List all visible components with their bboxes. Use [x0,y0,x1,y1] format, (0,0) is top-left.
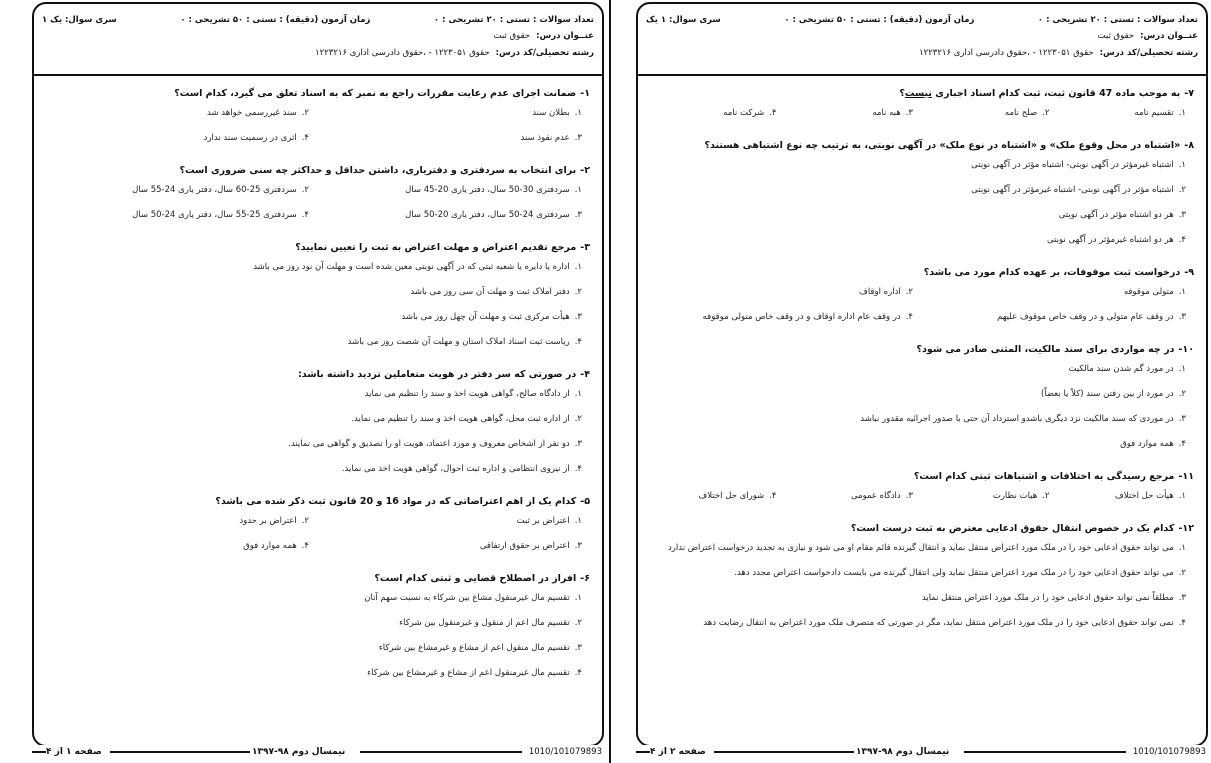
option-number: ۳. [574,541,582,551]
answer-option[interactable] [44,412,590,426]
option-text: همه موارد فوق [1120,439,1174,449]
answer-option[interactable] [648,106,785,120]
page-footer [32,745,604,759]
answer-option[interactable] [317,514,590,528]
semester-label: نیمسال دوم ۹۸-۱۳۹۷ [252,747,346,757]
option-number: ۴. [905,312,913,322]
question-stem: «اشتباه در محل وقوع ملک» و «اشتباه در نوع ملک» در آگهی نوبتی، به ترتیب چه نوع اشتباهی هستند؟ [704,140,1181,151]
option-number: ۲. [1178,568,1186,578]
page-number: صفحه ۱ از ۴ [46,747,102,757]
option-text: سند غیررسمی خواهد شد [207,108,297,118]
answer-options [648,362,1194,462]
answer-option[interactable] [648,566,1194,580]
answer-option[interactable] [648,489,785,503]
option-number: ۴. [1178,439,1186,449]
option-text: سردفتری 25-60 سال، دفتر یاری 24-55 سال [132,185,297,195]
question-item [44,240,590,360]
option-text: تقسیم مال منقول اعم از مشاع و غیرمشاع بین شرکاء [378,643,570,653]
option-text: سردفتری 25-55 سال، دفتر یاری 24-50 سال [132,210,297,220]
answer-options [44,514,590,564]
option-text: در مورد گم شدن سند مالکیت [1068,364,1174,374]
option-text: از اداره ثبت محل، گواهی هویت اخذ و سند را تنظیم می نماید. [351,414,570,424]
page-footer [636,745,1208,759]
option-text: اشتباه مؤثر در آگهی نوبتی- اشتباه غیرمؤثر در آگهی نوبتی [971,185,1174,195]
option-number: ۱. [1178,108,1186,118]
answer-option[interactable] [317,131,590,145]
question-text [648,469,1194,484]
question-item [648,521,1194,641]
answer-option[interactable] [317,106,590,120]
field-label: رشته تحصیلی/کد درس: [495,48,594,58]
option-number: ۲. [574,414,582,424]
course-value: حقوق ثبت [493,31,531,41]
option-text: تقسیم مال غیرمنقول اعم از مشاع و غیرمشاع بین شرکاء [367,668,570,678]
option-text: هیات نظارت [992,491,1038,501]
answer-option[interactable] [44,285,590,299]
option-number: ۱. [1178,287,1186,297]
question-text [44,367,590,382]
answer-option[interactable] [44,462,590,476]
option-text: از نیروی انتظامی و اداره ثبت احوال، گواهی هویت اخذ می نماید. [341,464,570,474]
answer-option[interactable] [921,285,1194,299]
option-text: تقسیم مال اعم از منقول و غیرمنقول بین شرکاء [399,618,570,628]
question-item [648,86,1194,131]
course-label: عنــوان درس: [1140,31,1198,41]
option-text: سردفتری 24-50 سال، دفتر یاری 20-50 سال [405,210,570,220]
option-text: اعتراض بر حقوق ارتفاقی [479,541,570,551]
answer-options [44,591,590,691]
field-value: حقوق ۱۲۲۳۰۵۱ - ،حقوق دادرسی اداری ۱۲۲۳۲۱۶ [315,48,490,58]
question-stem: به موجب ماده 47 قانون ثبت، ثبت کدام اسناد اجباری [932,88,1181,99]
option-number: ۴. [301,133,309,143]
question-number: ۹- [1184,267,1194,278]
option-text: متولی موقوفه [1123,287,1174,297]
question-count: تعداد سوالات : تستی : ۲۰ تشریحی : ۰ [1037,15,1198,25]
question-emphasis: نیست [904,88,932,99]
option-text: اعتراض بر ثبت [516,516,570,526]
option-number: ۲. [301,108,309,118]
answer-option[interactable] [648,233,1194,247]
option-number: ۳. [1178,414,1186,424]
answer-option[interactable] [648,208,1194,222]
question-text [44,494,590,509]
answer-option[interactable] [44,616,590,630]
answer-options [44,183,590,233]
question-item [648,469,1194,514]
question-item [44,367,590,487]
option-number: ۱. [1178,491,1186,501]
answer-option[interactable] [785,106,922,120]
option-text: هبه نامه [872,108,901,118]
answer-options [648,106,1194,131]
option-text: دو نفر از اشخاص معروف و مورد اعتماد، هویت او را تصدیق و گواهی می نمایند. [288,439,570,449]
question-stem: برای انتخاب به سردفتری و دفتریاری، داشتن حداقل و حداکثر چه سنی ضروری است؟ [179,165,577,176]
answer-option[interactable] [44,131,317,145]
answer-option[interactable] [648,412,1194,426]
option-number: ۱. [1178,543,1186,553]
option-number: ۳. [574,210,582,220]
answer-options [648,158,1194,258]
answer-options [44,106,590,156]
option-number: ۴. [769,108,777,118]
course-value: حقوق ثبت [1097,31,1135,41]
question-item [648,138,1194,258]
answer-options [648,489,1194,514]
option-number: ۴. [769,491,777,501]
option-text: ریاست ثبت اسناد املاک استان و مهلت آن شصت روز می باشد [347,337,570,347]
question-number: ۶- [580,573,590,584]
question-stem: مرجع رسیدگی به اختلافات و اشتباهات ثبتی کدام است؟ [913,471,1175,482]
exam-header [646,12,1198,72]
option-number: ۴. [574,464,582,474]
option-number: ۳. [574,439,582,449]
option-text: همه موارد فوق [243,541,297,551]
option-text: تقسیم مال غیرمنقول مشاع بین شرکاء به نسبت سهم آنان [364,593,570,603]
option-text: هیأت حل اختلاف [1114,491,1174,501]
page-number: صفحه ۲ از ۴ [650,747,706,757]
exam-code: 1010/101079893 [1132,747,1206,757]
question-stem: در چه مواردی برای سند مالکیت، المثنی صادر می شود؟ [916,344,1175,355]
option-number: ۱. [574,516,582,526]
question-stem: افراز در اصطلاح قضایی و ثبتی کدام است؟ [374,573,577,584]
question-stem: درخواست ثبت موقوفات، بر عهده کدام مورد می باشد؟ [923,267,1181,278]
option-number: ۴. [574,337,582,347]
answer-option[interactable] [44,106,317,120]
footer-rule [32,751,46,753]
field-label: رشته تحصیلی/کد درس: [1099,48,1198,58]
answer-option[interactable] [44,514,317,528]
option-number: ۱. [1178,364,1186,374]
question-stem: ضمانت اجرای عدم رعایت مقررات راجع به نمبر که به اسناد تعلق می گیرد، کدام است؟ [174,88,577,99]
answer-option[interactable] [921,489,1058,503]
semester-label: نیمسال دوم ۹۸-۱۳۹۷ [856,747,950,757]
option-number: ۲. [574,618,582,628]
question-number: ۵- [580,496,590,507]
answer-option[interactable] [648,387,1194,401]
option-text: اشتباه غیرمؤثر در آگهی نوبتی- اشتباه مؤثر در آگهی نوبتی [971,160,1174,170]
option-number: ۲. [1042,491,1050,501]
option-text: شرکت نامه [723,108,765,118]
answer-options [44,387,590,487]
answer-option[interactable] [648,183,1194,197]
option-number: ۴. [574,668,582,678]
option-number: ۳. [574,312,582,322]
answer-option[interactable] [648,541,1194,555]
exam-header [42,12,594,72]
option-text: هر دو اشتباه مؤثر در آگهی نوبتی [1058,210,1174,220]
question-count: تعداد سوالات : تستی : ۲۰ تشریحی : ۰ [433,15,594,25]
field-value: حقوق ۱۲۲۳۰۵۱ - ،حقوق دادرسی اداری ۱۲۲۳۲۱۶ [919,48,1094,58]
answer-option[interactable] [1058,106,1195,120]
question-number: ۸- [1184,140,1194,151]
option-number: ۳. [1178,593,1186,603]
option-text: اداره اوقاف [859,287,901,297]
option-number: ۱. [574,389,582,399]
answer-option[interactable] [648,616,1194,630]
answer-option[interactable] [921,106,1058,120]
option-text: مطلقاً نمی تواند حقوق ادعایی خود را در ملک مورد اعتراض منتقل نماید [921,593,1174,603]
question-text [648,342,1194,357]
question-list [648,86,1194,648]
option-text: در موردی که سند مالکیت نزد دیگری باشدو استرداد آن حتی با صدور اجرائیه مقدور نباشد [860,414,1174,424]
footer-rule [964,751,1126,753]
question-stem: کدام یک از اهم اعتراضاتی که در مواد 16 و 20 قانون ثبت ذکر شده می باشد؟ [215,496,577,507]
answer-option[interactable] [785,489,922,503]
option-number: ۲. [1178,389,1186,399]
option-number: ۴. [1178,618,1186,628]
question-text [44,240,590,255]
question-item [44,86,590,156]
question-number: ۱۰- [1178,344,1194,355]
header-divider [32,74,604,76]
option-number: ۴. [301,210,309,220]
answer-option[interactable] [648,362,1194,376]
answer-option[interactable] [648,437,1194,451]
option-number: ۱. [574,185,582,195]
option-number: ۳. [1178,312,1186,322]
option-text: دفتر املاک ثبت و مهلت آن سی روز می باشد [410,287,570,297]
answer-option[interactable] [44,310,590,324]
option-text: اداره یا دایره یا شعبه ثبتی که در آگهی نوبتی معین شده است و مهلت آن نود روز می باشد [253,262,570,272]
footer-rule [360,751,522,753]
option-text: دادگاه عمومی [850,491,901,501]
exam-page-2 [636,0,1208,763]
option-text: صلح نامه [1004,108,1038,118]
question-text [648,86,1194,101]
option-text: می تواند حقوق ادعایی خود را در ملک مورد اعتراض منتقل نماید ولی انتقال گیرنده می بایست دادخواست اعتراض مجدد دهد. [734,568,1174,578]
question-item [648,265,1194,335]
answer-options [44,260,590,360]
exam-time: زمان آزمون (دقیقه) : تستی : ۵۰ تشریحی : ۰ [784,15,975,25]
question-text [648,265,1194,280]
question-text [648,521,1194,536]
option-number: ۳. [574,133,582,143]
answer-option[interactable] [317,183,590,197]
answer-option[interactable] [44,387,590,401]
option-text: هیأت مرکزی ثبت و مهلت آن چهل روز می باشد [401,312,570,322]
question-text [648,138,1194,153]
exam-page-1 [32,0,604,763]
option-text: هر دو اشتباه غیرمؤثر در آگهی نوبتی [1047,235,1174,245]
option-number: ۲. [574,287,582,297]
answer-option[interactable] [921,310,1194,324]
option-number: ۳. [574,643,582,653]
question-stem: مرجع تقدیم اعتراض و مهلت اعتراض به ثبت را تعیین نمایید؟ [295,242,577,253]
answer-option[interactable] [44,539,317,553]
question-list [44,86,590,698]
option-number: ۱. [574,593,582,603]
question-item [648,342,1194,462]
question-number: ۱۱- [1178,471,1194,482]
question-text [44,163,590,178]
question-item [44,494,590,564]
option-number: ۳. [1178,210,1186,220]
answer-option[interactable] [317,208,590,222]
answer-options [648,285,1194,335]
question-item [44,163,590,233]
option-text: در وقف عام اداره اوقاف و در وقف خاص متولی موقوفه [702,312,901,322]
question-text [44,571,590,586]
course-label: عنــوان درس: [536,31,594,41]
option-number: ۲. [1178,185,1186,195]
option-text: نمی تواند حقوق ادعایی خود را در ملک مورد اعتراض منتقل نماید، مگر در صورتی که متصرف ملک مورد اعتراض به انتقال رضایت دهد [703,618,1174,628]
option-number: ۳. [905,108,913,118]
option-number: ۱. [1178,160,1186,170]
answer-option[interactable] [44,260,590,274]
option-number: ۲. [301,185,309,195]
option-number: ۲. [905,287,913,297]
option-text: تقسیم نامه [1134,108,1174,118]
answer-option[interactable] [648,310,921,324]
option-number: ۲. [301,516,309,526]
answer-options [648,541,1194,641]
question-number: ۷- [1184,88,1194,99]
option-number: ۲. [1042,108,1050,118]
option-text: در وقف عام متولی و در وقف خاص موقوف علیهم [997,312,1174,322]
header-divider [636,74,1208,76]
option-number: ۱. [574,108,582,118]
exam-code: 1010/101079893 [528,747,602,757]
answer-option[interactable] [648,285,921,299]
option-text: اعتراض بر حدود [239,516,297,526]
page-gutter-line [609,0,611,763]
answer-option[interactable] [44,666,590,680]
option-text: در مورد از بین رفتن سند (کلاً یا بعضاً) [1041,389,1174,399]
answer-option[interactable] [44,641,590,655]
answer-option[interactable] [44,183,317,197]
footer-rule [110,751,250,753]
question-number: ۲- [580,165,590,176]
answer-option[interactable] [44,335,590,349]
option-text: عدم نفوذ سند [520,133,570,143]
option-number: ۳. [905,491,913,501]
answer-option[interactable] [44,208,317,222]
option-number: ۴. [1178,235,1186,245]
question-number: ۱۲- [1178,523,1194,534]
footer-rule [636,751,650,753]
option-text: از دادگاه صالح، گواهی هویت اخذ و سند را تنظیم می نماید [364,389,570,399]
question-series: سری سوال: ۱ یک [646,15,721,25]
answer-option[interactable] [44,437,590,451]
question-stem: کدام یک در خصوص انتقال حقوق ادعایی معترض به ثبت درست است؟ [850,523,1175,534]
question-item [44,571,590,691]
option-number: ۱. [574,262,582,272]
question-text [44,86,590,101]
option-text: شورای حل اختلاف [698,491,765,501]
question-number: ۱- [580,88,590,99]
option-text: سردفتری 30-50 سال، دفتر یاری 20-45 سال [405,185,570,195]
answer-option[interactable] [1058,489,1195,503]
option-text: می تواند حقوق ادعایی خود را در ملک مورد اعتراض منتقل نماید و انتقال گیرنده قائم مقام او می شود و نیازی به تجدید درخواست اعتراض ندارد [668,543,1174,553]
answer-option[interactable] [317,539,590,553]
answer-option[interactable] [648,591,1194,605]
answer-option[interactable] [44,591,590,605]
option-number: ۴. [301,541,309,551]
question-number: ۴- [580,369,590,380]
footer-rule [714,751,854,753]
option-text: بطلان سند [532,108,570,118]
question-number: ۳- [580,242,590,253]
question-stem: در صورتی که سر دفتر در هویت متعاملین تردید داشته باشد: [297,369,577,380]
option-text: اثری در رسمیت سند ندارد [203,133,297,143]
exam-time: زمان آزمون (دقیقه) : تستی : ۵۰ تشریحی : ۰ [180,15,371,25]
question-series: سری سوال: یک ۱ [42,15,117,25]
question-stem-end: ؟ [899,88,905,99]
answer-option[interactable] [648,158,1194,172]
